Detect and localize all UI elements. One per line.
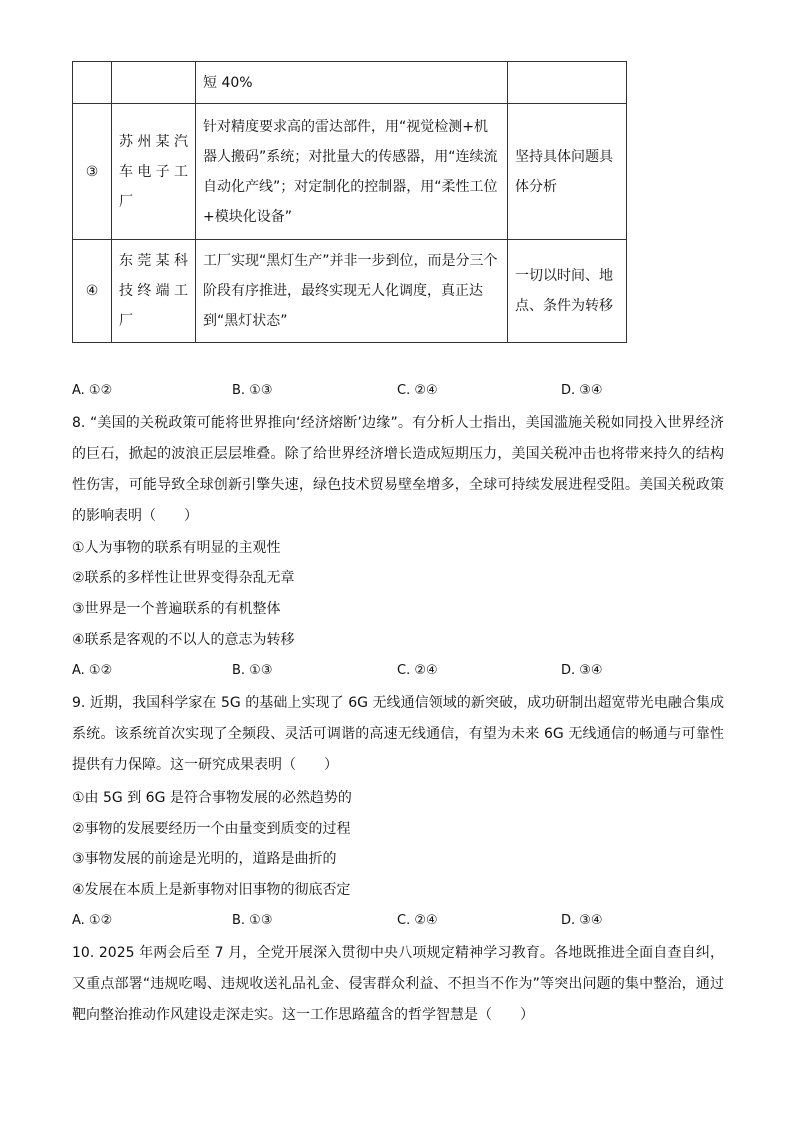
- q8-options: [72, 660, 672, 684]
- row-principle: [508, 62, 627, 104]
- answer-table: [72, 61, 627, 343]
- q7-options: [72, 380, 672, 404]
- option-c[interactable]: C. ②④: [397, 663, 438, 678]
- q9-item-1: ①由 5G 到 6G 是符合事物发展的必然趋势的: [72, 790, 352, 806]
- table-row: [73, 240, 627, 343]
- q8-item-2: ②联系的多样性让世界变得杂乱无章: [72, 570, 295, 586]
- option-c[interactable]: C. ②④: [397, 383, 438, 398]
- option-b[interactable]: B. ①③: [232, 383, 273, 398]
- q9-stem: 9. 近期，我国科学家在 5G 的基础上实现了 6G 无线通信领域的新突破，成功研制出超宽带光电融合集成系统。该系统首次实现了全频段、灵活可调谐的高速无线通信，有望为未来 6G 无线通信的畅通与可靠性提供有力保障。这一研究成果表明（ ）: [72, 695, 724, 773]
- row-number: ④: [73, 240, 112, 343]
- q9-item-2: ②事物的发展要经历一个由量变到质变的过程: [72, 821, 351, 837]
- option-d[interactable]: D. ③④: [561, 383, 603, 398]
- q9-item-4: ④发展在本质上是新事物对旧事物的彻底否定: [72, 882, 351, 898]
- row-number: ③: [73, 104, 112, 240]
- row-content: 针对精度要求高的雷达部件，用“视觉检测+机器人搬码”系统；对批量大的传感器，用“连续流自动化产线”；对定制化的控制器，用“柔性工位+模块化设备”: [196, 104, 508, 240]
- table-row: [73, 62, 627, 104]
- option-c[interactable]: C. ②④: [397, 913, 438, 928]
- q8-item-4: ④联系是客观的不以人的意志为转移: [72, 632, 295, 648]
- q8-item-1: ①人为事物的联系有明显的主观性: [72, 540, 281, 556]
- option-a[interactable]: A. ①②: [72, 913, 113, 928]
- row-place: 东莞某科技终端工厂: [112, 240, 196, 343]
- row-content: 工厂实现“黑灯生产”并非一步到位，而是分三个阶段有序推进，最终实现无人化调度，真正达到“黑灯状态”: [196, 240, 508, 343]
- row-principle: 坚持具体问题具体分析: [508, 104, 627, 240]
- q8-stem: 8. “美国的关税政策可能将世界推向‘经济熔断’边缘”。有分析人士指出，美国滥施关税如同投入世界经济的巨石，掀起的波浪正层层堆叠。除了给世界经济增长造成短期压力，美国关税冲击也将带来持久的结构性伤害，可能导致全球创新引擎失速，绿色技术贸易壁垒增多，全球可持续发展进程受阻。美国关税政策的影响表明（ ）: [72, 415, 724, 524]
- table-row: [73, 104, 627, 240]
- row-principle: 一切以时间、地点、条件为转移: [508, 240, 627, 343]
- q10-stem: 10. 2025 年两会后至 7 月，全党开展深入贯彻中央八项规定精神学习教育。各地既推进全面自查自纠，又重点部署“违规吃喝、违规收送礼品礼金、侵害群众利益、不担当不作为”等突出问题的集中整治，通过靶向整治推动作风建设走深走实。这一工作思路蕴含的哲学智慧是（ ）: [72, 945, 724, 1023]
- option-b[interactable]: B. ①③: [232, 663, 273, 678]
- option-d[interactable]: D. ③④: [561, 663, 603, 678]
- row-number: [73, 62, 112, 104]
- option-a[interactable]: A. ①②: [72, 663, 113, 678]
- option-b[interactable]: B. ①③: [232, 913, 273, 928]
- option-d[interactable]: D. ③④: [561, 913, 603, 928]
- q9-item-3: ③事物发展的前途是光明的，道路是曲折的: [72, 851, 337, 867]
- row-place: 苏州某汽车电子工厂: [112, 104, 196, 240]
- q8-item-3: ③世界是一个普遍联系的有机整体: [72, 601, 281, 617]
- row-content: 短 40%: [196, 62, 508, 104]
- q9-options: [72, 910, 672, 934]
- option-a[interactable]: A. ①②: [72, 383, 113, 398]
- row-place: [112, 62, 196, 104]
